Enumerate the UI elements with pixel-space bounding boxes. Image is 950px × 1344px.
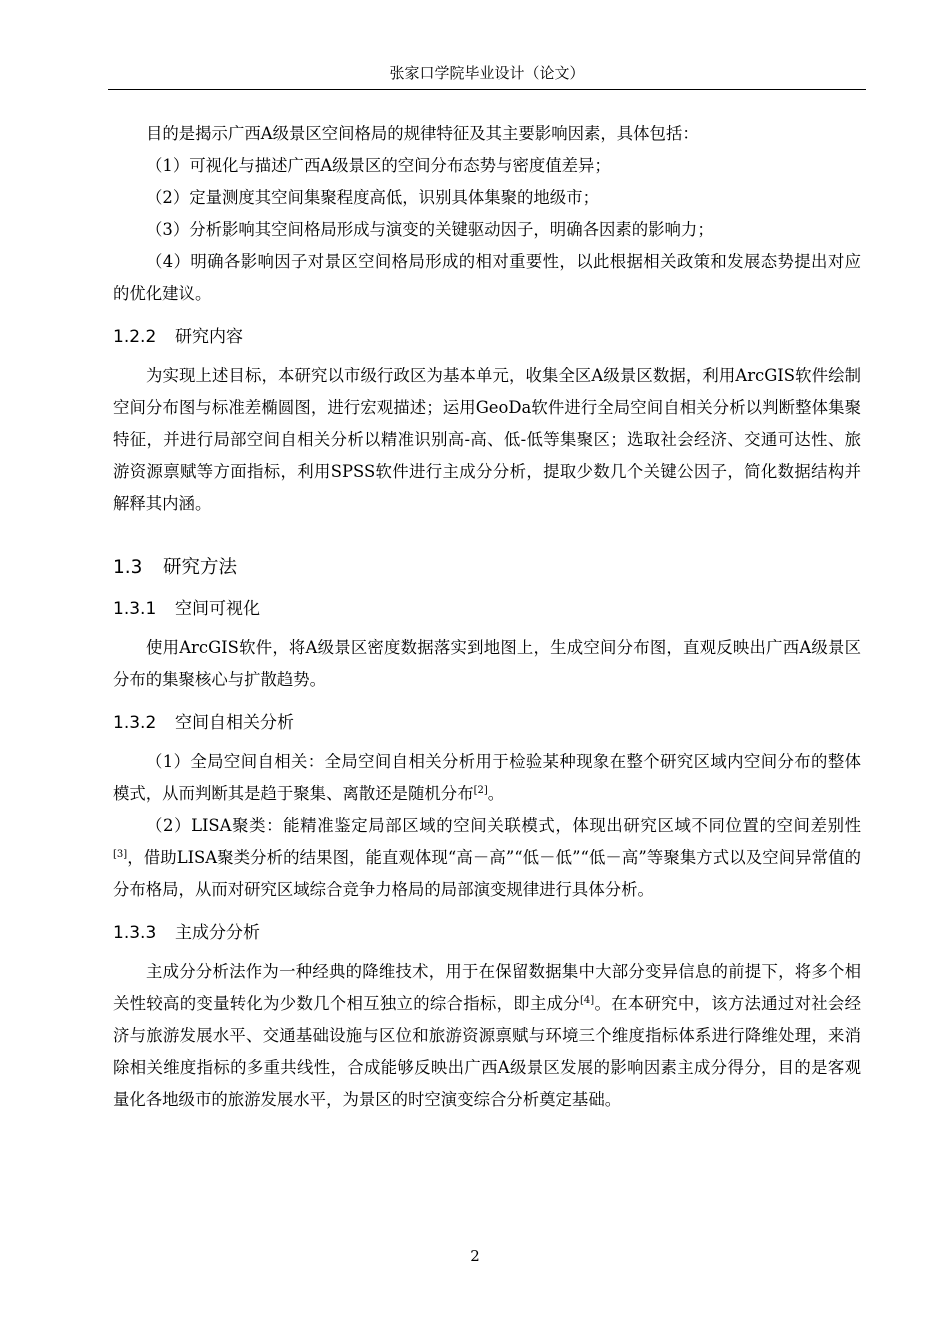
section-title: 主成分分析 — [175, 923, 260, 943]
paragraph-text: 主成分分析法作为一种经典的降维技术，用于在保留数据集中大部分变异信息的前提下，将多个相关性较高的变量转化为少数几个相互独立的综合指标，即主成分 — [113, 962, 861, 1013]
section-number: 1.3.1 — [113, 599, 157, 619]
page-number: 2 — [470, 1247, 480, 1265]
section-heading-1-3-1 — [113, 596, 861, 622]
research-content-paragraph: 为实现上述目标，本研究以市级行政区为基本单元，收集全区A级景区数据，利用ArcGIS软件绘制空间分布图与标准差椭圆图，进行宏观描述；运用GeoDa软件进行全局空间自相关分析以判断整体集聚特征，并进行局部空间自相关分析以精准识别高-高、低-低等集聚区；选取社会经济、交通可达性、旅游资源禀赋等方面指标，利用SPSS软件进行主成分分析，提取少数几个关键公因子，简化数据结构并解释其内涵。 — [113, 366, 861, 513]
section-title: 空间自相关分析 — [175, 713, 294, 733]
section-title: 研究方法 — [163, 557, 238, 578]
paragraph-text: （1）全局空间自相关：全局空间自相关分析用于检验某种现象在整个研究区域内空间分布的整体模式，从而判断其是趋于聚集、离散还是随机分布 — [113, 752, 861, 803]
section-number: 1.2.2 — [113, 327, 157, 347]
section-heading-1-3-2 — [113, 710, 861, 736]
global-autocorrelation-paragraph — [113, 746, 861, 810]
objective-item-1: （1）可视化与描述广西A级景区的空间分布态势与密度值差异； — [146, 156, 611, 175]
citation-ref-2: [2] — [473, 785, 488, 796]
header-divider — [108, 89, 866, 90]
section-heading-1-3-3 — [113, 920, 861, 946]
lisa-paragraph — [113, 810, 861, 906]
section-number: 1.3 — [113, 557, 143, 578]
page-header: 张家口学院毕业设计（论文） — [389, 64, 585, 82]
objective-item-3: （3）分析影响其空间格局形成与演变的关键驱动因子，明确各因素的影响力； — [146, 220, 714, 239]
section-heading-1-3 — [113, 554, 861, 582]
page-body — [113, 118, 861, 1116]
section-title: 研究内容 — [175, 327, 243, 347]
section-heading-1-2-2 — [113, 324, 861, 350]
citation-ref-4: [4] — [579, 995, 595, 1006]
visualization-paragraph: 使用ArcGIS软件，将A级景区密度数据落实到地图上，生成空间分布图，直观反映出广西A级景区分布的集聚核心与扩散趋势。 — [113, 638, 861, 689]
pca-paragraph — [113, 956, 861, 1116]
paragraph-text: ，借助LISA聚类分析的结果图，能直观体现“高－高”“低－低”“低－高”等聚集方式以及空间异常值的分布格局，从而对研究区域综合竞争力格局的局部演变规律进行具体分析。 — [113, 848, 861, 899]
paragraph-text: （2）LISA聚类：能精准鉴定局部区域的空间关联模式，体现出研究区域不同位置的空间差别性 — [146, 816, 861, 835]
paragraph-text: 。在本研究中，该方法通过对社会经济与旅游发展水平、交通基础设施与区位和旅游资源禀赋与环境三个维度指标体系进行降维处理，来消除相关维度指标的多重共线性，合成能够反映出广西A级景区发展的影响因素主成分得分，目的是客观量化各地级市的旅游发展水平，为景区的时空演变综合分析奠定基础。 — [113, 994, 862, 1109]
objective-item-2: （2）定量测度其空间集聚程度高低，识别具体集聚的地级市； — [146, 188, 599, 207]
section-number: 1.3.2 — [113, 713, 157, 733]
citation-ref-3: [3] — [113, 849, 128, 860]
intro-line: 目的是揭示广西A级景区空间格局的规律特征及其主要影响因素，具体包括： — [146, 124, 699, 143]
paragraph-text: 。 — [487, 784, 505, 803]
objective-item-4: （4）明确各影响因子对景区空间格局形成的相对重要性，以此根据相关政策和发展态势提出对应的优化建议。 — [113, 252, 861, 303]
section-number: 1.3.3 — [113, 923, 157, 943]
section-title: 空间可视化 — [175, 599, 260, 619]
